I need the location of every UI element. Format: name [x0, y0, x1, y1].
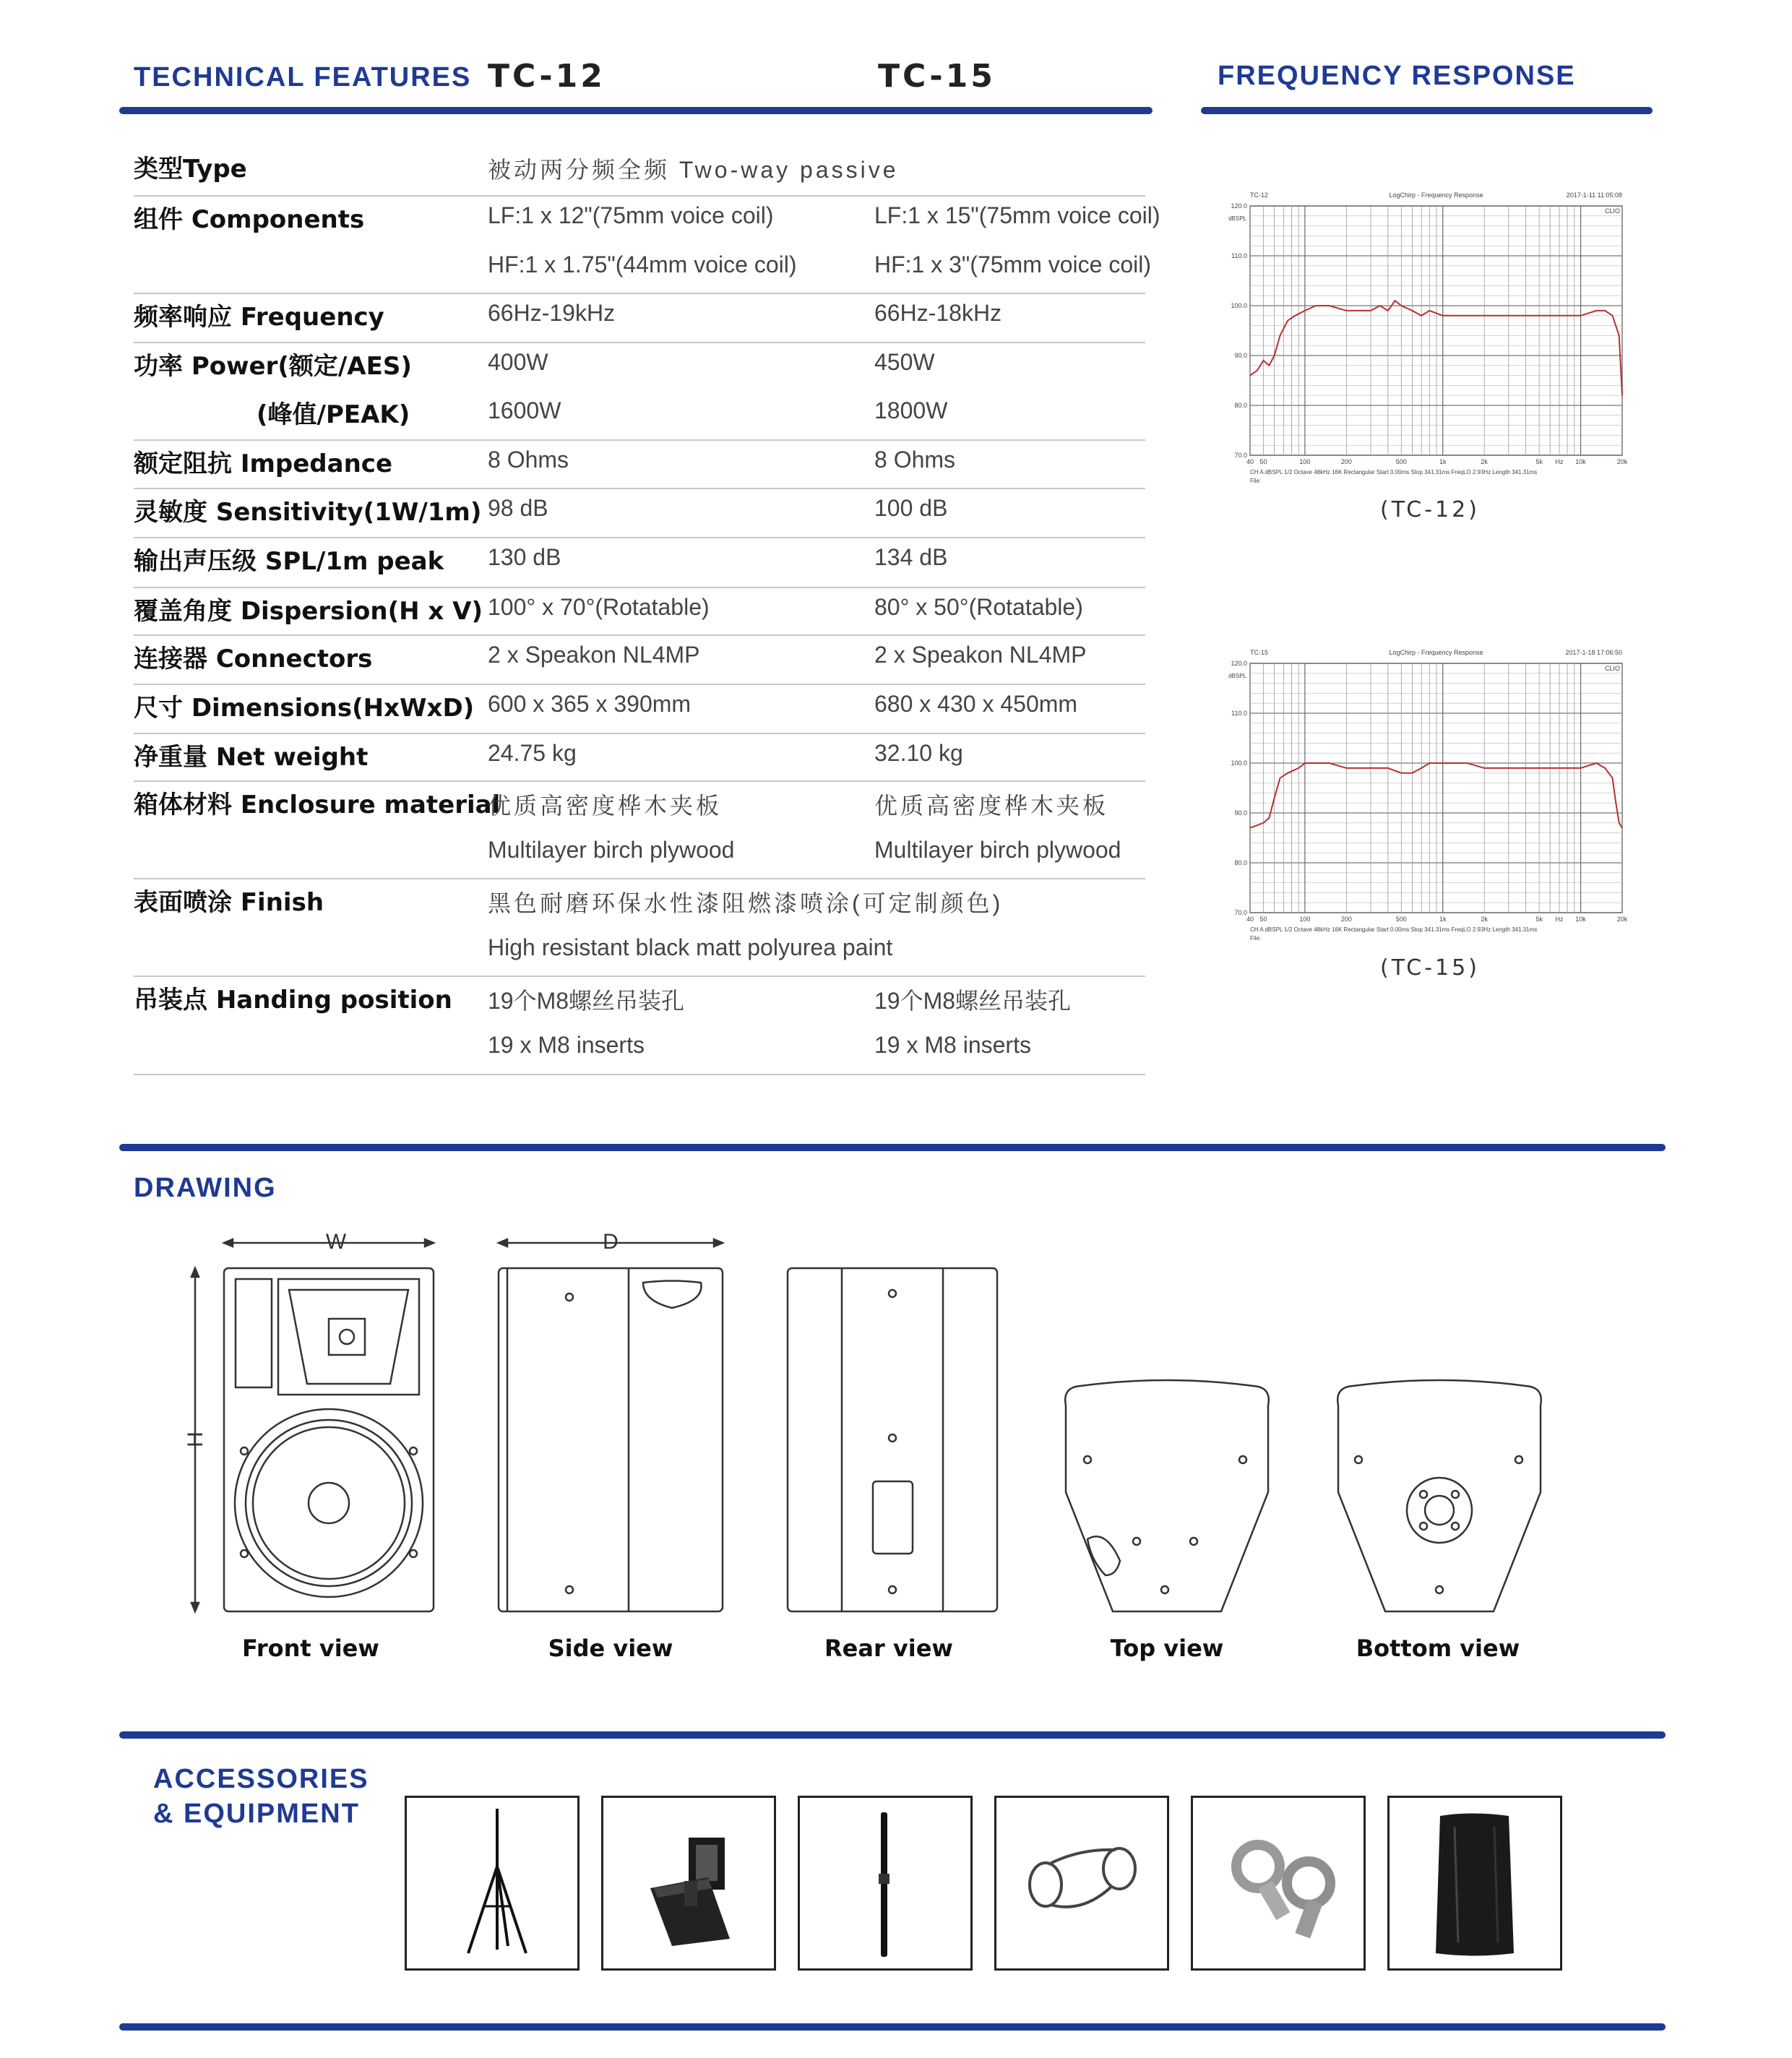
spec-label: 箱体材料 Enclosure material	[134, 791, 501, 819]
spec-row	[134, 733, 1145, 782]
frequency-response-title: FREQUENCY RESPONSE	[1218, 61, 1576, 91]
chart-tc15	[1199, 642, 1647, 952]
x-tick-label: 2k	[1481, 458, 1488, 465]
spec-value-tc15: 32.10 kg	[874, 740, 963, 766]
spec-value-tc12: 66Hz-19kHz	[488, 300, 616, 326]
spec-value-tc12: 黑色耐磨环保水性漆阻燃漆喷涂(可定制颜色)	[488, 890, 1004, 916]
x-tick-label: 20k	[1616, 916, 1628, 923]
x-tick-label: 200	[1340, 916, 1352, 923]
spec-value-tc15: 100 dB	[874, 495, 948, 521]
y-tick-label: 100.0	[1231, 759, 1247, 767]
spec-value-tc12: 1600W	[488, 397, 561, 423]
x-tick-label: Hz	[1555, 458, 1564, 465]
spec-row	[134, 390, 1145, 441]
spec-row	[134, 684, 1145, 734]
chart-title: LogChirp - Frequency Response	[1389, 191, 1483, 199]
spec-value-tc12: 400W	[488, 349, 548, 375]
spec-value-tc15: 2 x Speakon NL4MP	[874, 642, 1087, 668]
rear-view-drawing	[788, 1268, 997, 1611]
spec-row	[134, 780, 1145, 830]
caption-bottom-view: Bottom view	[1356, 1635, 1520, 1662]
spec-row	[134, 342, 1145, 390]
y-unit-label: dBSPL	[1228, 673, 1246, 679]
accessory-pole-mount	[798, 1796, 973, 1971]
spec-row	[134, 537, 1145, 588]
spec-label: 吊装点 Handing position	[134, 986, 452, 1015]
spec-value-tc15: 450W	[874, 349, 935, 375]
spec-value-tc15: 80° x 50°(Rotatable)	[874, 594, 1083, 620]
spec-value-tc15: 8 Ohms	[874, 447, 956, 473]
spec-label: 输出声压级 SPL/1m peak	[134, 547, 444, 576]
accessory-speaker-stand	[405, 1796, 580, 1971]
spec-value-tc12: 2 x Speakon NL4MP	[488, 642, 700, 668]
accessory-safety-cable	[994, 1796, 1169, 1971]
x-tick-label: 500	[1395, 916, 1407, 923]
y-tick-label: 90.0	[1234, 352, 1247, 359]
spec-value-tc15: 19 x M8 inserts	[874, 1032, 1031, 1058]
x-tick-label: 10k	[1575, 458, 1586, 465]
spec-label: 尺寸 Dimensions(HxWxD)	[134, 694, 475, 723]
y-tick-label: 120.0	[1231, 660, 1247, 667]
y-tick-label: 100.0	[1231, 302, 1247, 309]
spec-row	[134, 927, 1145, 977]
spec-value-tc12: 被动两分频全频 Two-way passive	[488, 157, 899, 183]
y-tick-label: 70.0	[1234, 909, 1247, 916]
side-view-drawing	[499, 1239, 723, 1611]
safety-cable-icon	[996, 1798, 1167, 1968]
accessories-title-line2: & EQUIPMENT	[153, 1799, 360, 1829]
spec-label: 覆盖角度 Dispersion(H x V)	[134, 597, 483, 626]
frequency-chart-tc12	[1199, 184, 1647, 495]
spec-row	[134, 587, 1145, 636]
spec-value-tc12: 130 dB	[488, 544, 561, 570]
spec-row	[134, 1025, 1145, 1075]
y-tick-label: 80.0	[1234, 402, 1247, 409]
model-tc15-header: TC-15	[878, 58, 996, 95]
x-tick-label: 500	[1395, 458, 1407, 465]
wall-bracket-icon	[603, 1798, 774, 1968]
chart-tc12	[1199, 184, 1647, 495]
chart-name-tag: TC-12	[1250, 191, 1269, 199]
y-unit-label: dBSPL	[1228, 215, 1246, 222]
spec-label: 组件 Components	[134, 205, 365, 234]
x-tick-label: 200	[1340, 458, 1352, 465]
spec-row	[134, 976, 1145, 1025]
spec-label: 表面喷涂 Finish	[134, 888, 324, 917]
spec-label: 灵敏度 Sensitivity(1W/1m)	[134, 498, 482, 527]
accessory-protective-cover	[1387, 1796, 1562, 1971]
plot-frame	[1250, 663, 1622, 913]
chart-date: 2017-1-18 17:06:50	[1565, 649, 1622, 656]
spec-label: 功率 Power(额定/AES)	[134, 352, 412, 381]
spec-value-tc12: Multilayer birch plywood	[488, 837, 735, 863]
dim-h-label: H	[184, 1431, 207, 1447]
x-tick-label: 2k	[1481, 916, 1488, 923]
y-tick-label: 110.0	[1231, 252, 1247, 259]
dim-w-label: W	[325, 1230, 347, 1254]
drawing-rule	[119, 1144, 1666, 1151]
spec-row	[134, 244, 1151, 294]
spec-row	[134, 145, 1145, 197]
chart-footer: CH A dBSPL 1/2 Octave 48kHz 16K Rectangular Start 0.00ms Stop 341.31ms FreqLO 2.93Hz Length 341.31ms	[1250, 926, 1538, 933]
caption-top-view: Top view	[1110, 1635, 1224, 1662]
spec-value-tc15: 680 x 430 x 450mm	[874, 691, 1078, 717]
chart-title: LogChirp - Frequency Response	[1389, 649, 1483, 656]
spec-row	[134, 830, 1145, 879]
spec-value-tc12: 600 x 365 x 390mm	[488, 691, 692, 717]
y-tick-label: 80.0	[1234, 859, 1247, 866]
x-tick-label: 10k	[1575, 916, 1586, 923]
spec-row	[134, 488, 1145, 538]
top-view-drawing	[1065, 1380, 1269, 1611]
x-tick-label: 1k	[1439, 458, 1447, 465]
chart-date: 2017-1-11 11:05:08	[1566, 191, 1622, 199]
spec-value-tc12: High resistant black matt polyurea paint	[488, 934, 893, 960]
spec-label: 连接器 Connectors	[134, 645, 373, 673]
accessory-eye-bolts	[1191, 1796, 1366, 1971]
spec-value-tc15: 134 dB	[874, 544, 948, 570]
accessories-title	[153, 1762, 369, 1831]
x-tick-label: Hz	[1555, 916, 1564, 923]
y-tick-label: 90.0	[1234, 809, 1247, 817]
caption-rear-view: Rear view	[824, 1635, 953, 1662]
spec-value-tc12: 8 Ohms	[488, 447, 569, 473]
spec-value-tc12: 优质高密度桦木夹板	[488, 793, 723, 819]
x-tick-label: 20k	[1616, 458, 1628, 465]
model-tc12-header: TC-12	[488, 58, 606, 95]
spec-label: 净重量 Net weight	[134, 743, 369, 772]
x-tick-label: 100	[1299, 916, 1311, 923]
spec-value-tc12: 98 dB	[488, 495, 548, 521]
spec-label: 额定阻抗 Impedance	[134, 449, 393, 478]
bottom-view-drawing	[1337, 1380, 1541, 1611]
spec-value-tc12: 24.75 kg	[488, 740, 577, 766]
technical-features-title: TECHNICAL FEATURES	[134, 62, 472, 92]
header-rule-right	[1201, 107, 1653, 114]
spec-value-tc12: 19 x M8 inserts	[488, 1032, 645, 1058]
caption-side-view: Side view	[548, 1635, 673, 1662]
protective-cover-icon	[1390, 1798, 1560, 1968]
spec-row	[134, 439, 1145, 489]
spec-row	[134, 293, 1145, 343]
spec-value-tc12: 100° x 70°(Rotatable)	[488, 594, 710, 620]
caption-front-view: Front view	[242, 1635, 379, 1662]
spec-value-tc12: HF:1 x 1.75"(44mm voice coil)	[488, 251, 797, 277]
header-rule-left	[119, 107, 1153, 114]
front-view-drawing	[191, 1239, 434, 1611]
x-tick-label: 50	[1259, 916, 1267, 923]
chart-name-tag: TC-15	[1250, 649, 1269, 656]
spec-value-tc15: 1800W	[874, 397, 948, 423]
x-tick-label: 50	[1259, 458, 1267, 465]
dim-d-label: D	[603, 1230, 619, 1254]
y-tick-label: 110.0	[1231, 710, 1247, 717]
accessory-wall-bracket	[601, 1796, 776, 1971]
spec-value-tc12: 19个M8螺丝吊装孔	[488, 988, 685, 1014]
accessories-title-line1: ACCESSORIES	[153, 1764, 369, 1794]
spec-value-tc15: 优质高密度桦木夹板	[874, 793, 1109, 819]
spec-label: 类型Type	[134, 155, 247, 184]
spec-value-tc12: LF:1 x 12"(75mm voice coil)	[488, 202, 774, 228]
spec-row	[134, 634, 1145, 685]
drawing-title: DRAWING	[134, 1173, 277, 1203]
frequency-chart-tc15	[1199, 642, 1647, 952]
spec-row	[134, 195, 1160, 244]
chart-logo: CLIO	[1604, 665, 1620, 672]
chart-caption-tc15: (TC-15)	[1380, 955, 1480, 981]
x-tick-label: 40	[1246, 916, 1254, 923]
chart-footer: CH A dBSPL 1/2 Octave 48kHz 16K Rectangular Start 0.00ms Stop 341.31ms FreqLO 2.93Hz Length 341.31ms	[1250, 469, 1538, 475]
drawing-views	[173, 1221, 1633, 1626]
plot-frame	[1250, 206, 1622, 455]
footer-rule	[119, 2023, 1666, 2031]
x-tick-label: 40	[1246, 458, 1254, 465]
x-tick-label: 5k	[1535, 916, 1543, 923]
chart-file-label: File:	[1250, 935, 1262, 942]
x-tick-label: 1k	[1439, 916, 1447, 923]
chart-logo: CLIO	[1604, 207, 1620, 215]
speaker-stand-icon	[407, 1798, 577, 1968]
pole-mount-icon	[800, 1798, 970, 1968]
y-tick-label: 70.0	[1234, 452, 1247, 459]
spec-label: (峰值/PEAK)	[257, 400, 410, 429]
eye-bolt-icon	[1193, 1798, 1364, 1968]
spec-value-tc15: Multilayer birch plywood	[874, 837, 1121, 863]
spec-row	[134, 878, 1145, 927]
x-tick-label: 5k	[1535, 458, 1543, 465]
chart-file-label: File:	[1250, 478, 1262, 484]
chart-caption-tc12: (TC-12)	[1380, 497, 1480, 522]
spec-value-tc15: 19个M8螺丝吊装孔	[874, 988, 1072, 1014]
spec-label: 频率响应 Frequency	[134, 303, 384, 332]
x-tick-label: 100	[1299, 458, 1311, 465]
y-tick-label: 120.0	[1231, 202, 1247, 210]
spec-value-tc15: LF:1 x 15"(75mm voice coil)	[874, 202, 1160, 228]
spec-value-tc15: 66Hz-18kHz	[874, 300, 1002, 326]
accessories-rule	[119, 1731, 1666, 1739]
spec-value-tc15: HF:1 x 3"(75mm voice coil)	[874, 251, 1151, 277]
